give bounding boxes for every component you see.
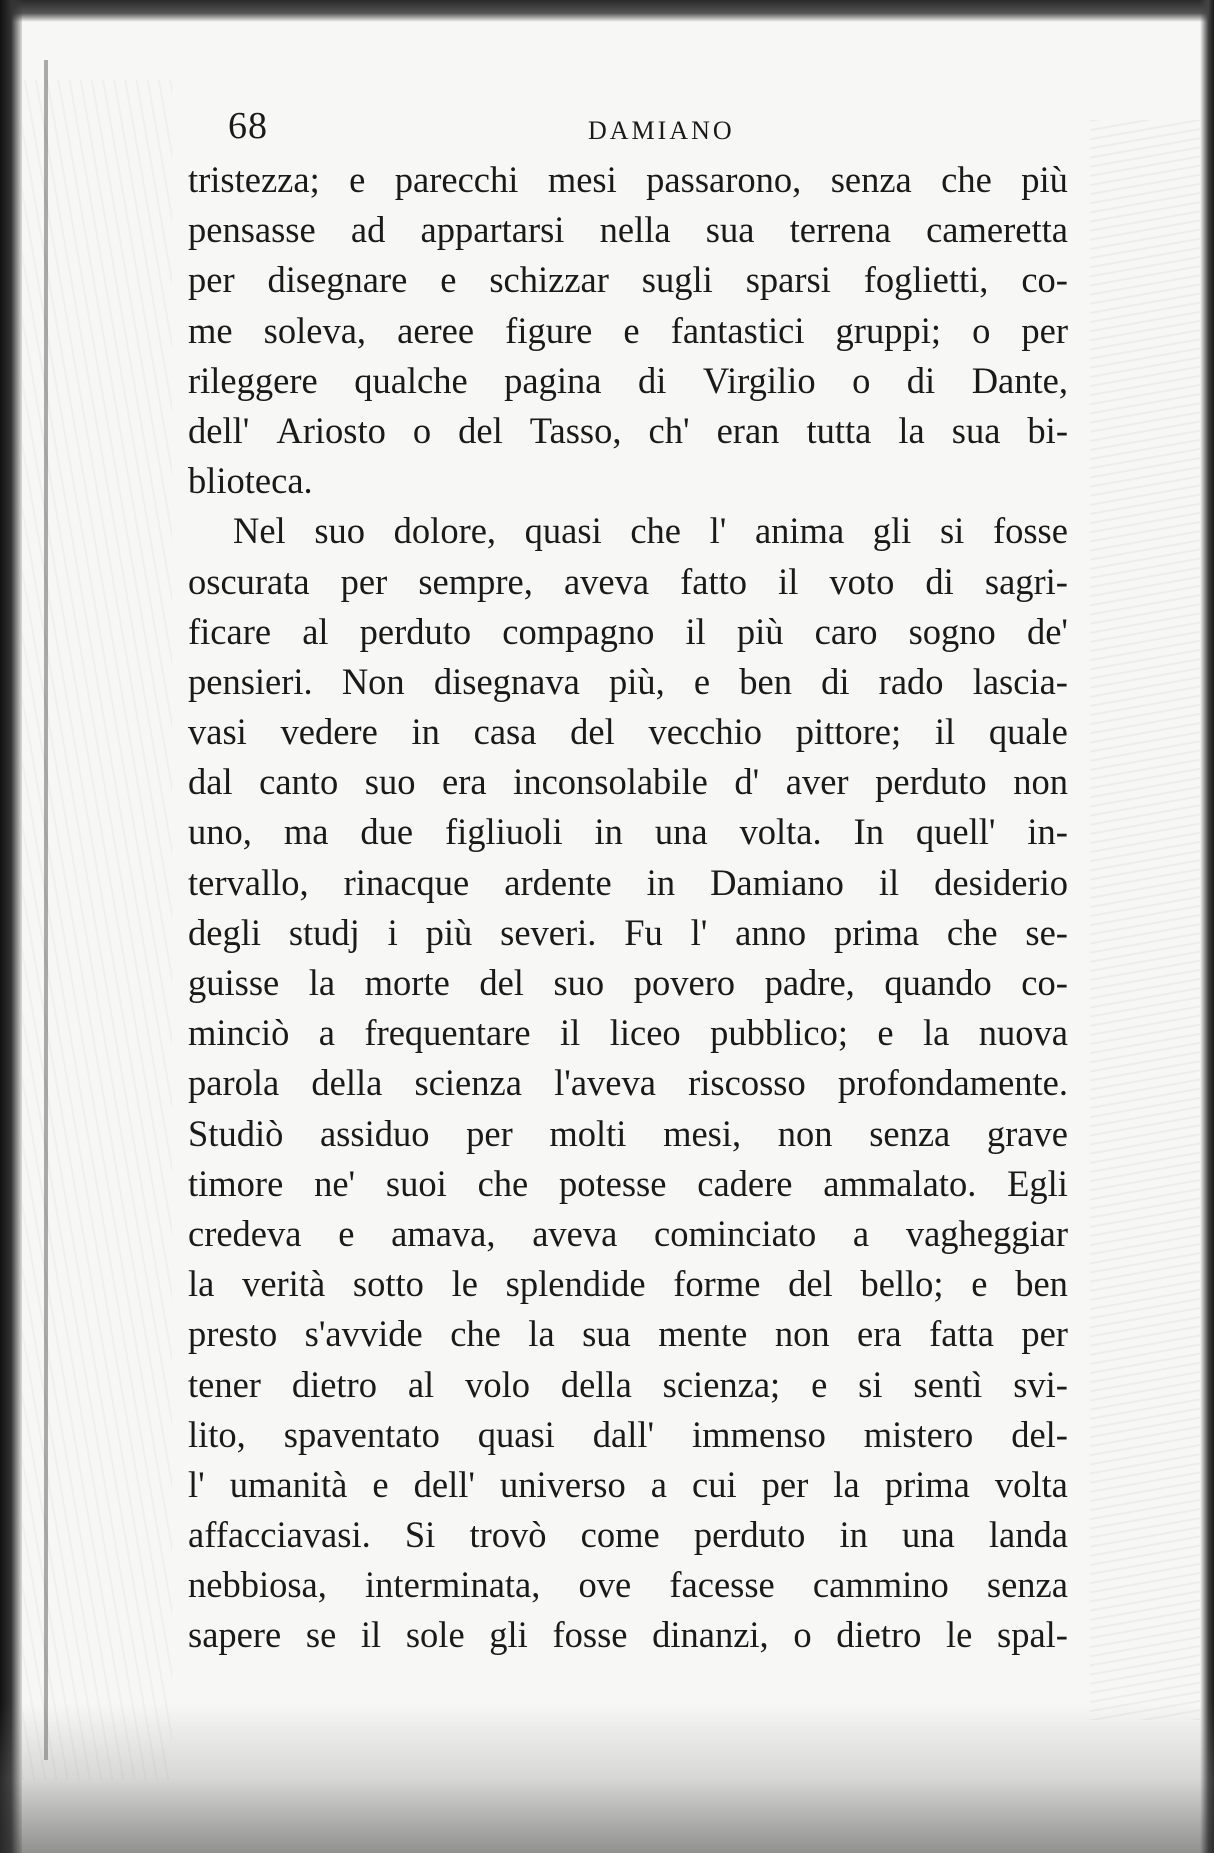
text-line: l' umanità e dell' universo a cui per la prima volta [188,1463,1068,1505]
scan-noise-left [22,80,172,1780]
text-line: blioteca. [188,460,313,502]
text-line: degli studj i più severi. Fu l' anno prima che se- [188,911,1068,953]
paragraph [188,155,1068,506]
text-line: vasi vedere in casa del vecchio pittore; il quale [188,711,1068,753]
text-line: oscurata per sempre, aveva fatto il voto di sagri- [188,560,1068,602]
text-line: per disegnare e schizzar sugli sparsi foglietti, co- [188,259,1068,301]
text-line: ficare al perduto compagno il più caro sogno de' [188,610,1068,652]
scan-bottom-edge [0,1703,1214,1853]
text-line: pensieri. Non disegnava più, e ben di rado lascia- [188,660,1068,702]
text-line: lito, spaventato quasi dall' immenso mistero del- [188,1413,1068,1455]
text-line: presto s'avvide che la sua mente non era fatta per [188,1313,1068,1355]
text-line: la verità sotto le splendide forme del bello; e ben [188,1263,1068,1305]
text-line: guisse la morte del suo povero padre, quando co- [188,962,1068,1003]
text-line: affacciavasi. Si trovò come perduto in una landa [188,1514,1068,1556]
text-line: rileggere qualche pagina di Virgilio o di Dante, [188,359,1068,401]
text-line: dell' Ariosto o del Tasso, ch' eran tutta la sua bi- [188,409,1068,451]
body-text [188,155,1068,1661]
text-line: timore ne' suoi che potesse cadere ammalato. Egli [188,1162,1068,1204]
scan-right-edge [1200,0,1214,1853]
text-line: me soleva, aeree figure e fantastici gruppi; o per [188,309,1068,351]
text-line: sapere se il sole gli fosse dinanzi, o dietro le spal- [188,1614,1068,1656]
text-line: tener dietro al volo della scienza; e si sentì svi- [188,1363,1068,1405]
text-line: parola della scienza l'aveva riscosso profondamente. [188,1062,1068,1104]
text-line: pensasse ad appartarsi nella sua terrena cameretta [188,209,1068,251]
text-line: nebbiosa, interminata, ove facesse cammino senza [188,1564,1068,1606]
text-line: dal canto suo era inconsolabile d' aver perduto non [188,761,1068,803]
page-number: 68 [228,105,268,147]
text-line: Nel suo dolore, quasi che l' anima gli si fosse [233,510,1068,552]
running-head: DAMIANO [588,116,735,145]
scan-left-edge [0,0,22,1853]
paragraph [188,506,1068,1660]
text-line: Studiò assiduo per molti mesi, non senza grave [188,1112,1068,1154]
text-line: minciò a frequentare il liceo pubblico; e la nuova [188,1012,1068,1054]
text-line: credeva e amava, aveva cominciato a vagheggiar [188,1212,1068,1254]
text-line: tristezza; e parecchi mesi passarono, senza che più [188,159,1068,200]
scan-top-edge [0,0,1214,22]
text-line: uno, ma due figliuoli in una volta. In quell' in- [188,811,1068,853]
text-line: tervallo, rinacque ardente in Damiano il desiderio [188,861,1068,903]
scan-noise-right [1090,120,1200,1720]
